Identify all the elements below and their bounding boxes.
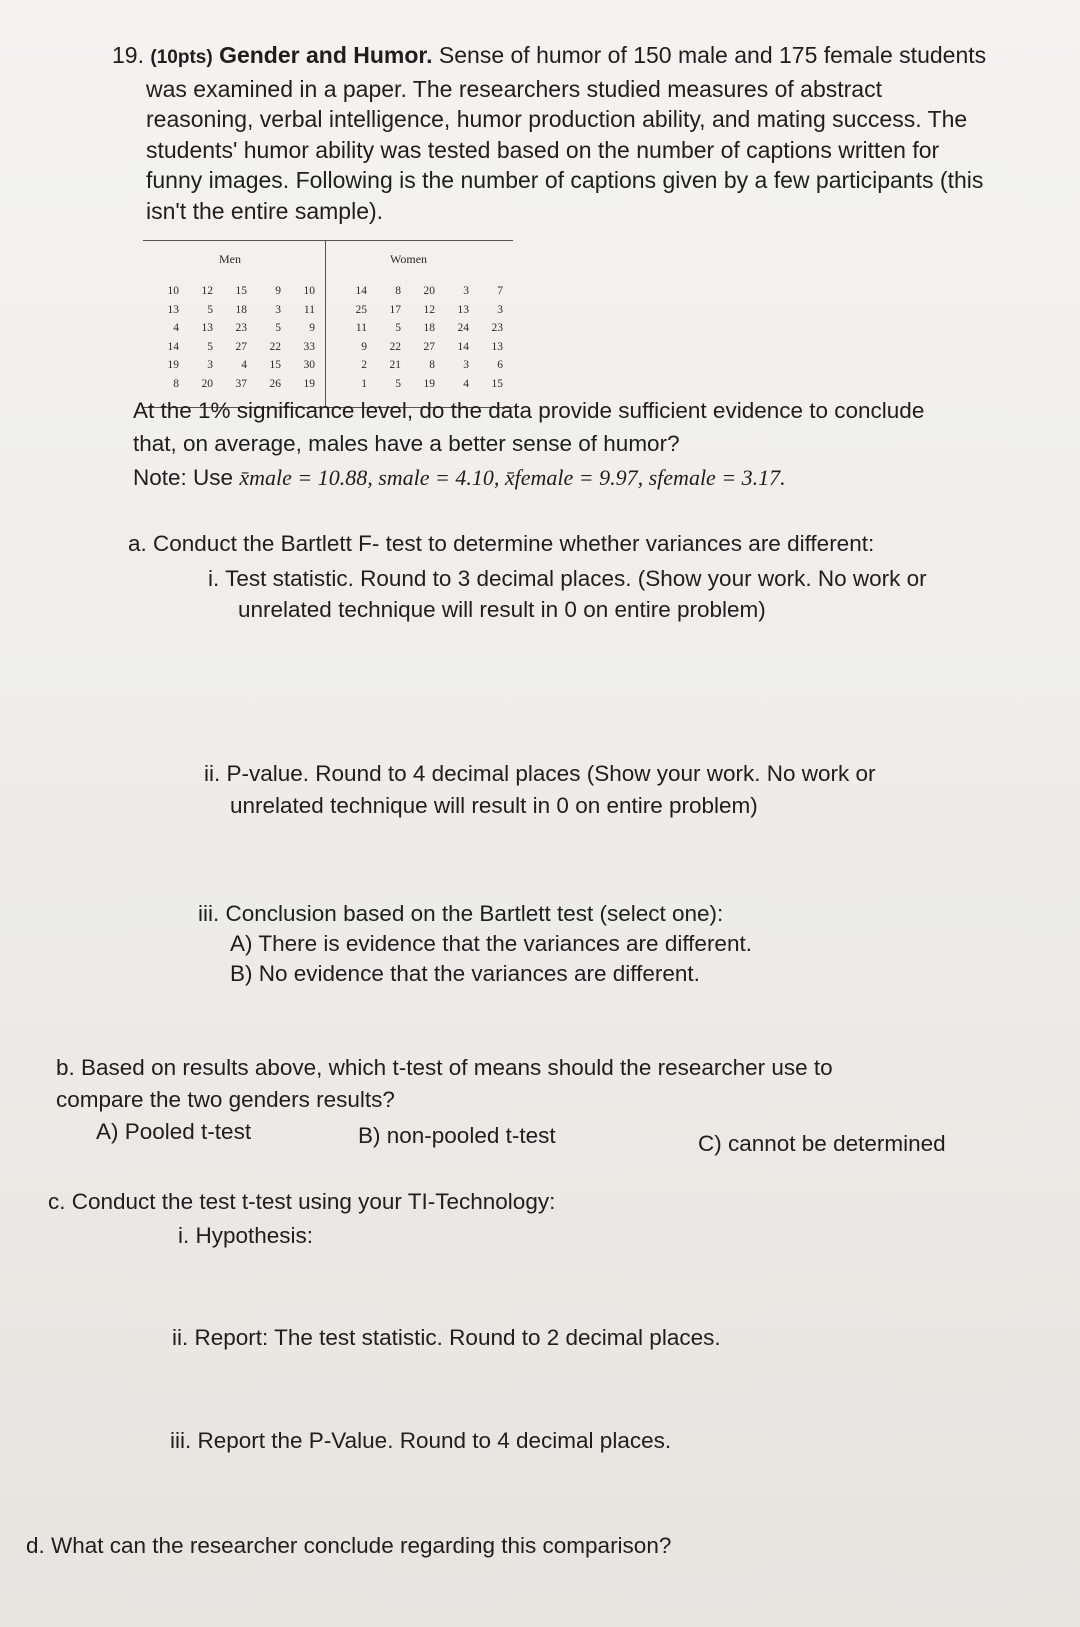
women-cell: 2: [361, 359, 367, 372]
men-row: [145, 282, 315, 301]
women-cell: 8: [429, 359, 435, 372]
men-cell: 13: [167, 303, 179, 316]
women-values: [333, 282, 503, 393]
part-c-ii-test-statistic: ii. Report: The test statistic. Round to 2 decimal places.: [172, 1325, 721, 1350]
men-row: [145, 319, 315, 338]
women-cell: 5: [395, 322, 401, 335]
men-cell: 5: [207, 303, 213, 316]
men-cell: 33: [303, 340, 315, 353]
men-row: [145, 338, 315, 357]
women-row: [333, 356, 503, 375]
women-cell: 7: [497, 285, 503, 298]
women-cell: 11: [355, 322, 367, 335]
women-cell: 4: [463, 377, 469, 390]
women-row: [333, 338, 503, 357]
part-c-iii-p-value: iii. Report the P-Value. Round to 4 decimal places.: [170, 1428, 672, 1453]
men-cell: 37: [235, 377, 247, 390]
part-a-iii-option-b[interactable]: B) No evidence that the variances are different.: [230, 961, 700, 986]
women-cell: 3: [463, 285, 469, 298]
part-b-option-a[interactable]: A) Pooled t-test: [96, 1119, 252, 1144]
women-cell: 3: [497, 303, 503, 316]
intro-line-6: isn't the entire sample).: [146, 197, 384, 224]
women-cell: 19: [423, 377, 435, 390]
intro-line-1: Sense of humor of 150 male and 175 female students: [438, 42, 987, 68]
women-cell: 9: [361, 340, 367, 353]
prompt-note: [133, 462, 786, 493]
part-d-title: d. What can the researcher conclude regarding this comparison?: [26, 1533, 672, 1558]
men-cell: 30: [303, 359, 315, 372]
men-cell: 20: [201, 377, 213, 390]
question-number: 19.: [112, 42, 144, 68]
women-cell: 6: [497, 359, 503, 372]
part-a-title: a. Conduct the Bartlett F- test to determine whether variances are different:: [128, 531, 875, 556]
part-a-iii-title: iii. Conclusion based on the Bartlett test (select one):: [198, 901, 724, 926]
table-divider: [325, 240, 326, 408]
men-cell: 3: [207, 359, 213, 372]
part-a-iii-option-a[interactable]: A) There is evidence that the variances are different.: [230, 931, 752, 956]
part-b-option-b[interactable]: B) non-pooled t-test: [358, 1123, 556, 1148]
men-cell: 10: [303, 285, 315, 298]
women-cell: 12: [423, 303, 435, 316]
men-cell: 11: [303, 303, 315, 316]
part-a-i-line-2: unrelated technique will result in 0 on entire problem): [238, 597, 766, 622]
part-c-title: c. Conduct the test t-test using your TI-Technology:: [48, 1189, 556, 1214]
women-cell: 20: [423, 285, 435, 298]
men-cell: 13: [201, 322, 213, 335]
men-cell: 22: [269, 340, 281, 353]
women-cell: 13: [457, 303, 469, 316]
note-label: Note: Use: [133, 465, 234, 490]
men-cell: 18: [235, 303, 247, 316]
men-cell: 3: [275, 303, 281, 316]
part-b-option-c[interactable]: C) cannot be determined: [698, 1131, 946, 1156]
women-cell: 3: [463, 359, 469, 372]
men-cell: 27: [235, 340, 247, 353]
men-cell: 4: [241, 359, 247, 372]
women-header: Women: [390, 252, 428, 266]
men-header: Men: [219, 252, 241, 266]
women-cell: 23: [491, 322, 503, 335]
women-cell: 8: [395, 285, 401, 298]
men-cell: 10: [167, 285, 179, 298]
intro-line-2: was examined in a paper. The researchers studied measures of abstract: [146, 75, 882, 102]
question-title: Gender and Humor.: [219, 42, 433, 68]
women-row: [333, 301, 503, 320]
men-cell: 12: [201, 285, 213, 298]
men-cell: 19: [303, 377, 315, 390]
women-row: [333, 375, 503, 394]
women-cell: 25: [355, 303, 367, 316]
women-cell: 17: [389, 303, 401, 316]
part-a-ii-line-2: unrelated technique will result in 0 on entire problem): [230, 793, 758, 818]
part-a-i-line-1: i. Test statistic. Round to 3 decimal places. (Show your work. No work or: [208, 566, 927, 591]
men-row: [145, 375, 315, 394]
women-cell: 14: [355, 285, 367, 298]
men-cell: 9: [309, 322, 315, 335]
note-summary-stats: x̄male = 10.88, smale = 4.10, x̄female = 9.97, sfemale = 3.17.: [239, 465, 786, 490]
men-cell: 15: [269, 359, 281, 372]
prompt-line-2: that, on average, males have a better sense of humor?: [133, 431, 680, 456]
women-cell: 13: [491, 340, 503, 353]
part-c-i-hypothesis: i. Hypothesis:: [178, 1223, 314, 1248]
women-cell: 1: [361, 377, 367, 390]
men-cell: 8: [173, 377, 179, 390]
women-cell: 5: [395, 377, 401, 390]
question-intro: [112, 40, 1062, 226]
men-cell: 9: [275, 285, 281, 298]
men-cell: 5: [275, 322, 281, 335]
men-cell: 23: [235, 322, 247, 335]
table-top-rule: [143, 240, 513, 241]
men-cell: 5: [207, 340, 213, 353]
men-cell: 4: [173, 322, 179, 335]
intro-line-4: students' humor ability was tested based on the number of captions written for: [146, 136, 940, 163]
prompt-line-1: At the 1% significance level, do the data provide sufficient evidence to conclude: [133, 398, 925, 423]
men-row: [145, 356, 315, 375]
women-cell: 15: [491, 377, 503, 390]
captions-data-table: [143, 240, 513, 408]
women-cell: 22: [389, 340, 401, 353]
part-b-line-2: compare the two genders results?: [56, 1087, 395, 1112]
women-cell: 27: [423, 340, 435, 353]
part-a-ii-line-1: ii. P-value. Round to 4 decimal places (Show your work. No work or: [204, 761, 876, 786]
intro-line-3: reasoning, verbal intelligence, humor production ability, and mating success. The: [146, 106, 968, 132]
men-cell: 14: [167, 340, 179, 353]
intro-line-5: funny images. Following is the number of captions given by a few participants (this: [146, 167, 984, 193]
men-values: [145, 282, 315, 393]
women-row: [333, 319, 503, 338]
men-cell: 15: [235, 285, 247, 298]
question-points: (10pts): [150, 47, 213, 68]
men-row: [145, 301, 315, 320]
women-cell: 14: [457, 340, 469, 353]
part-b-line-1: b. Based on results above, which t-test of means should the researcher use to: [56, 1055, 833, 1080]
men-cell: 19: [167, 359, 179, 372]
men-cell: 26: [269, 377, 281, 390]
women-row: [333, 282, 503, 301]
women-cell: 18: [423, 322, 435, 335]
women-cell: 24: [457, 322, 469, 335]
women-cell: 21: [389, 359, 401, 372]
